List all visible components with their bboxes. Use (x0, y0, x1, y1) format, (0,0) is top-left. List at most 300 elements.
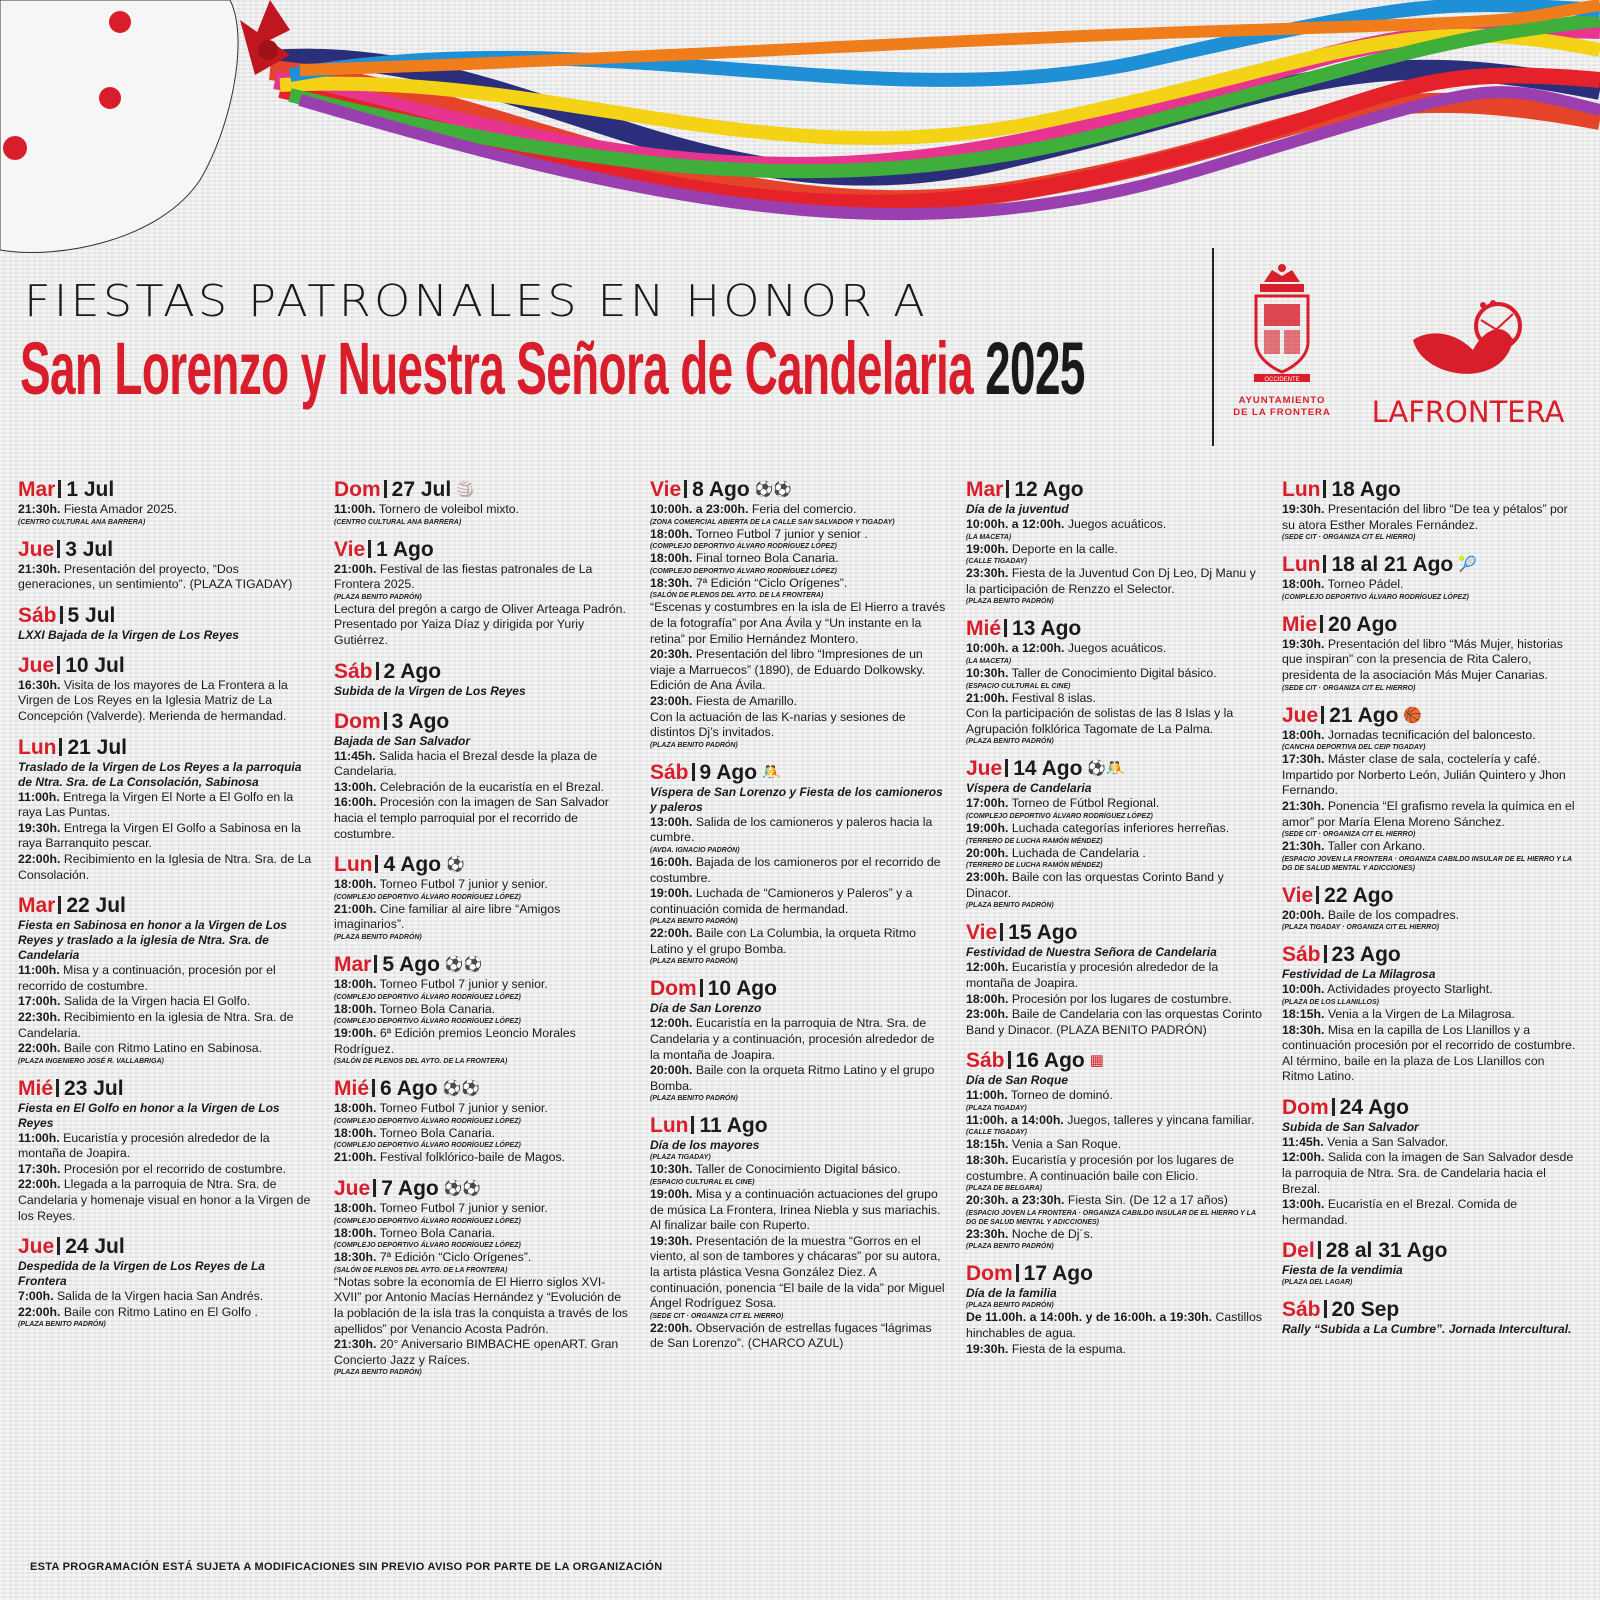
heading-separator (1323, 480, 1326, 498)
date-label: 7 Ago (381, 1177, 439, 1201)
heading-separator (1332, 1098, 1335, 1116)
day-subtitle: Rally “Subida a La Cumbre”. Jornada Intercultural. (1282, 1322, 1572, 1337)
event-time: 10:00h. (1282, 982, 1325, 997)
event-description: Juegos acuáticos. (1067, 517, 1167, 531)
event-location: (TERRERO DE LUCHA RAMÓN MÉNDEZ) (966, 837, 1103, 845)
event-item (650, 710, 946, 741)
event-time: 13:00h. (1282, 1197, 1325, 1212)
event-time: 19:30h. (1282, 502, 1325, 516)
weekday-label: Sáb (1282, 1298, 1321, 1322)
date-label: 6 Ago (380, 1077, 438, 1101)
event-location: (PLAZA DE LOS LLANILLOS) (1282, 998, 1379, 1006)
day-heading (18, 538, 314, 562)
event-item (966, 1007, 1262, 1038)
footer-disclaimer: ESTA PROGRAMACIÓN ESTÁ SUJETA A MODIFICACIONES SIN PREVIO AVISO POR PARTE DE LA ORGANIZACIÓN (30, 1561, 663, 1573)
event-description: Recibimiento en la Iglesia de Ntra. Sra. de La Consolación. (18, 851, 312, 882)
event-location: (PLAZA DE BELGARA) (966, 1185, 1042, 1193)
weekday-label: Sáb (1282, 943, 1321, 967)
date-label: 22 Jul (66, 894, 126, 918)
event-item (334, 502, 630, 518)
event-item (966, 1342, 1262, 1358)
event-location: (PLAZA BENITO PADRÓN) (966, 1243, 1054, 1251)
event-location: (COMPLEJO DEPORTIVO ÁLVARO RODRÍGUEZ LÓPEZ) (650, 543, 837, 551)
heading-separator (1006, 480, 1009, 498)
event-location: (SALÓN DE PLENOS DEL AYTO. DE LA FRONTERA) (334, 1058, 508, 1066)
weekday-label: Jue (334, 1177, 371, 1201)
event-time: 11:45h. (334, 748, 376, 763)
date-label: 17 Ago (1023, 1262, 1093, 1286)
event-time: 18:00h. (334, 1125, 377, 1140)
day-heading (966, 921, 1262, 945)
weekday-label: Mié (18, 1076, 54, 1100)
day-subtitle: Fiesta de la vendimia (1282, 1263, 1403, 1278)
weekday-label: Jue (18, 1235, 55, 1259)
event-time: 11:00h. (18, 963, 60, 978)
program-column (966, 478, 1262, 1368)
event-item (650, 1162, 946, 1178)
event-time: 13:00h. (650, 814, 693, 829)
bow-decoration (0, 0, 300, 270)
event-description: Torneo Bola Canaria. (379, 1001, 496, 1016)
event-time: 16:00h. (650, 854, 693, 869)
weekday-label: Sáb (966, 1049, 1005, 1073)
event-item (1282, 839, 1578, 855)
day-block (18, 478, 314, 527)
weekday-label: Jue (966, 757, 1003, 781)
event-time: 18:00h. (1282, 727, 1325, 742)
event-time: 21:30h. (1282, 839, 1325, 854)
event-description: Juegos acuáticos. (1067, 641, 1167, 656)
event-description: Taller con Arkano. (1327, 839, 1426, 854)
header-title-line-1: FIESTAS PATRONALES EN HONOR A (24, 276, 928, 327)
event-item (18, 790, 314, 821)
event-item (18, 678, 314, 725)
event-location: (CENTRO CULTURAL ANA BARRERA) (18, 518, 146, 526)
event-item (334, 877, 630, 893)
day-heading (650, 478, 946, 502)
heading-separator (368, 540, 371, 558)
event-description: Festival 8 islas. (1011, 690, 1096, 705)
day-heading (1282, 943, 1578, 967)
event-item (650, 1016, 946, 1063)
header-title-main: San Lorenzo y Nuestra Señora de Candelaria (20, 327, 974, 410)
event-time: 10:00h. a 12:00h. (966, 517, 1065, 531)
heading-separator (60, 606, 63, 624)
event-item (334, 562, 630, 593)
event-description: Juegos, talleres y yincana familiar. (1067, 1112, 1255, 1127)
day-block (1282, 613, 1578, 693)
event-location: (PLAZA BENITO PADRÓN) (650, 1095, 738, 1103)
day-subtitle: Subida de San Salvador (1282, 1119, 1419, 1134)
event-location: (ESPACIO CULTURAL EL CINE) (966, 682, 1071, 690)
heading-separator (1000, 923, 1003, 941)
event-description: Luchada categorías inferiores herreñas. (1011, 820, 1230, 835)
heading-separator (57, 540, 60, 558)
weekday-label: Vie (1282, 883, 1314, 907)
event-description: Torneo Pádel. (1327, 577, 1404, 592)
date-label: 23 Ago (1331, 943, 1401, 967)
event-item (1282, 799, 1578, 830)
sport-icon: ⚽⚽ (443, 1180, 482, 1198)
day-block (650, 761, 946, 967)
event-location: (AVDA. IGNACIO PADRÓN) (650, 846, 740, 854)
event-item (18, 963, 314, 994)
event-item (1282, 982, 1578, 998)
day-heading (18, 1077, 314, 1101)
event-time: 23:30h. (966, 566, 1009, 581)
weekday-label: Mar (18, 894, 56, 918)
weekday-label: Lun (650, 1114, 689, 1138)
weekday-label: Vie (334, 537, 366, 561)
event-time: 17:30h. (18, 1161, 61, 1176)
weekday-label: Vie (650, 478, 682, 501)
event-location: (ESPACIO CULTURAL EL CINE) (650, 1179, 755, 1187)
event-description: Con la actuación de las K-narias y sesiones de distintos Dj’s invitados. (650, 709, 906, 740)
event-location: (PLAZA BENITO PADRÓN) (966, 738, 1054, 746)
event-item (650, 576, 946, 592)
sport-icon: ▦ (1089, 1052, 1104, 1070)
day-block (334, 660, 630, 699)
event-description: Baile con Ritmo Latino en El Golfo . (63, 1304, 258, 1319)
heading-separator (1320, 615, 1323, 633)
event-item (1282, 1150, 1578, 1197)
event-description: 6ª Edición premios Leoncio Morales Rodríguez. (334, 1026, 576, 1056)
day-subtitle: LXXI Bajada de la Virgen de Los Reyes (18, 627, 239, 642)
weekday-label: Lun (18, 735, 57, 759)
event-item (966, 666, 1262, 682)
date-label: 14 Ago (1013, 757, 1083, 781)
event-item (966, 517, 1262, 533)
day-subtitle: Día de la familia (966, 1286, 1057, 1301)
event-time: 19:00h. (966, 820, 1009, 835)
event-time: 19:00h. (334, 1026, 377, 1041)
day-heading (650, 1114, 946, 1138)
event-item (966, 846, 1262, 862)
day-block (1282, 884, 1578, 933)
event-description: Salida de los camioneros y paleros hacia la cumbre. (650, 814, 933, 845)
event-item (966, 1137, 1262, 1153)
event-description: Feria del comercio. (751, 502, 857, 516)
day-block (966, 1049, 1262, 1251)
event-description: Eucaristía en el Brezal. Comida de hermandad. (1282, 1197, 1518, 1227)
event-location: (COMPLEJO DEPORTIVO ÁLVARO RODRÍGUEZ LÓPEZ) (334, 1117, 521, 1125)
day-block (1282, 478, 1578, 542)
day-block (966, 1262, 1262, 1357)
weekday-label: Jue (1282, 703, 1319, 727)
heading-separator (1318, 1241, 1321, 1259)
event-time: 18:00h. (334, 1101, 377, 1116)
event-item (18, 1041, 314, 1057)
event-location: (COMPLEJO DEPORTIVO ÁLVARO RODRÍGUEZ LÓPEZ) (334, 1242, 521, 1250)
day-heading (1282, 704, 1578, 728)
event-description: Recibimiento en la iglesia de Ntra. Sra. de Candelaria. (18, 1009, 294, 1040)
date-label: 10 Ago (707, 977, 777, 1001)
event-item (966, 706, 1262, 737)
day-block (1282, 553, 1578, 602)
event-location: (PLAZA BENITO PADRÓN) (18, 1321, 106, 1329)
day-block (334, 538, 630, 649)
event-item (966, 641, 1262, 657)
date-label: 8 Ago (692, 478, 750, 501)
day-heading (1282, 1096, 1578, 1120)
event-item (334, 795, 630, 842)
day-block (18, 538, 314, 593)
event-description: Visita de los mayores de La Frontera a la Virgen de Los Reyes en la Iglesia Matriz de La Concepción (Valverde). Merienda de hermandad. (18, 677, 288, 723)
day-heading (334, 1077, 630, 1101)
heading-separator (376, 662, 379, 680)
event-item (966, 1193, 1262, 1209)
event-location: (CENTRO CULTURAL ANA BARRERA) (334, 518, 462, 526)
event-item (966, 1153, 1262, 1184)
event-time: 19:30h. (966, 1341, 1009, 1356)
date-label: 3 Ago (391, 709, 450, 733)
program-column (18, 478, 314, 1340)
crest-caption: AYUNTAMIENTO DE LA FRONTERA (1233, 395, 1331, 418)
date-label: 18 Ago (1331, 478, 1401, 501)
day-block (18, 1235, 314, 1329)
lafrontera-logo-icon (1393, 300, 1543, 390)
event-item (18, 1010, 314, 1041)
event-location: (PLAZA BENITO PADRÓN) (650, 741, 738, 749)
sport-icon: 🏐 (456, 481, 475, 498)
day-block (334, 1177, 630, 1377)
date-label: 1 Jul (66, 478, 115, 501)
weekday-label: Lun (1282, 553, 1321, 577)
event-location: (CANCHA DEPORTIVA DEL CEIP TIGADAY) (1282, 744, 1426, 752)
event-time: 10:30h. (650, 1162, 693, 1177)
event-description: Noche de Dj´s. (1011, 1226, 1094, 1241)
day-heading (334, 660, 630, 684)
date-label: 24 Jul (65, 1235, 125, 1259)
event-item (1282, 1197, 1578, 1228)
day-block (1282, 1239, 1578, 1287)
event-description: Observación de estrellas fugaces “lágrimas de San Lorenzo”. (CHARCO AZUL) (650, 1320, 932, 1351)
event-item (966, 1310, 1262, 1341)
event-description: Torneo Futbol 7 junior y senior. (379, 976, 548, 991)
heading-separator (684, 480, 687, 498)
event-description: Máster clase de sala, coctelería y café. Impartido por Norberto León, Julián Quintero y Jhon Fernando. (1282, 752, 1566, 798)
event-item (334, 1250, 630, 1266)
day-block (650, 977, 946, 1103)
event-location: (PLAZA TIGADAY · ORGANIZA CIT EL HIERRO) (1282, 924, 1439, 932)
event-description: Lectura del pregón a cargo de Oliver Arteaga Padrón. Presentado por Yaiza Díaz y dirigida por Yuriy Gutiérrez. (334, 601, 626, 647)
day-heading (334, 953, 630, 977)
event-location: (PLAZA BENITO PADRÓN) (334, 1369, 422, 1377)
event-time: 22:00h. (650, 926, 693, 941)
event-item (334, 1275, 630, 1337)
day-subtitle: Víspera de Candelaria (966, 781, 1092, 796)
event-description: Salida hacia el Brezal desde la plaza de Candelaria. (334, 748, 598, 779)
event-time: 22:00h. (18, 1041, 61, 1056)
event-item (334, 1337, 630, 1368)
event-description: Procesión con la imagen de San Salvador hacia el templo parroquial por el recorrido de costumbre. (334, 795, 609, 841)
event-item (966, 542, 1262, 558)
date-label: 4 Ago (383, 853, 442, 877)
heading-separator (56, 1079, 59, 1097)
event-item (650, 527, 946, 543)
day-heading (966, 1262, 1262, 1286)
event-time: 20:00h. (1282, 907, 1325, 922)
event-item (334, 1026, 630, 1057)
heading-separator (1321, 706, 1324, 724)
date-label: 24 Ago (1339, 1095, 1409, 1119)
event-item (1282, 577, 1578, 593)
coat-of-arms-icon (1242, 262, 1322, 390)
event-item (650, 600, 946, 647)
event-time: 18:30h. (334, 1250, 377, 1265)
event-description: Venia a San Roque. (1011, 1137, 1122, 1152)
date-label: 12 Ago (1014, 478, 1084, 501)
event-item (650, 1234, 946, 1312)
event-time: 12:00h. (650, 1016, 693, 1031)
sport-icon: 🤼 (762, 763, 781, 781)
event-time: 12:00h. (966, 960, 1009, 975)
event-item (966, 796, 1262, 812)
event-time: 18:00h. (650, 551, 693, 566)
event-description: Presentación del libro “Más Mujer, historias que inspiran” con la presencia de Rita Calero, presidenta de la asociación Más Mujer Canarias. (1282, 636, 1563, 682)
event-description: Eucaristía y procesión por los lugares de costumbre. A continuación baile con Elicio. (966, 1153, 1234, 1183)
heading-separator (375, 855, 378, 873)
date-label: 10 Jul (65, 653, 125, 677)
day-block (334, 1077, 630, 1166)
day-heading (1282, 613, 1578, 637)
weekday-label: Del (1282, 1239, 1315, 1263)
event-description: Fiesta de Amarillo. (695, 693, 797, 708)
sport-icon: ⚽🤼 (1087, 760, 1125, 778)
event-item (650, 855, 946, 886)
event-time: 18:15h. (966, 1137, 1009, 1152)
event-description: Baile con las orquestas Corinto Band y Dinacor. (966, 870, 1224, 900)
header-divider (1212, 248, 1214, 446)
event-description: Cine familiar al aire libre “Amigos imaginarios”. (334, 901, 561, 932)
event-description: Salida de la Virgen hacia San Andrés. (56, 1289, 264, 1304)
date-label: 18 al 21 Ago (1331, 553, 1454, 577)
event-description: Torneo de Fútbol Regional. (1011, 796, 1160, 811)
event-location: (PLAZA TIGADAY) (966, 1104, 1027, 1112)
day-heading (18, 604, 314, 628)
event-description: Con la participación de solistas de las 8 Islas y la Agrupación folklórica Tagomate de La Palma. (966, 706, 1234, 736)
event-description: Taller de Conocimiento Digital básico. (1011, 665, 1217, 680)
day-heading (966, 478, 1262, 502)
heading-separator (1016, 1264, 1019, 1282)
event-item (650, 926, 946, 957)
day-block (334, 953, 630, 1066)
event-time: 22:00h. (18, 851, 61, 866)
event-description: Misa y a continuación, procesión por el recorrido de costumbre. (18, 963, 276, 993)
event-description: Presentación del proyecto, “Dos generaciones, un sentimiento”. (PLAZA TIGADAY) (18, 561, 293, 592)
event-time: 18:15h. (1282, 1006, 1325, 1021)
event-time: 17:00h. (966, 796, 1009, 811)
event-description: Torneo Futbol 7 junior y senior. (379, 1201, 548, 1216)
event-location: (SALÓN DE PLENOS DEL AYTO. DE LA FRONTERA) (334, 1266, 508, 1274)
event-location: (CALLE TIGADAY) (966, 1129, 1027, 1137)
weekday-label: Mié (966, 617, 1002, 641)
event-location: (ESPACIO JOVEN LA FRONTERA · ORGANIZA CABILDO INSULAR DE EL HIERRO Y LA DG DE SALUD MENTAL Y ADICCIONES) (1282, 855, 1572, 872)
heading-separator (373, 1179, 376, 1197)
event-time: 20:00h. (650, 1063, 693, 1078)
date-label: 28 al 31 Ago (1325, 1239, 1448, 1263)
event-time: 20:30h. (650, 647, 693, 662)
day-block (650, 1114, 946, 1352)
event-time: 19:30h. (18, 820, 61, 835)
event-time: 11:00h. (18, 1130, 60, 1145)
event-time: 18:00h. (1282, 577, 1325, 592)
event-time: 19:30h. (650, 1233, 693, 1248)
event-item (650, 1187, 946, 1234)
event-description: Eucaristía y procesión alrededor de la montaña de Joapira. (18, 1130, 270, 1161)
date-label: 5 Ago (382, 952, 440, 976)
date-label: 3 Jul (65, 537, 114, 561)
event-time: 22:00h. (18, 1177, 61, 1192)
event-item (1282, 908, 1578, 924)
day-block (1282, 1298, 1578, 1337)
weekday-label: Jue (18, 653, 55, 677)
event-item (650, 694, 946, 710)
event-time: 10:00h. a 12:00h. (966, 641, 1065, 656)
day-heading (966, 757, 1262, 781)
event-time: 17:30h. (1282, 752, 1325, 767)
day-heading (18, 894, 314, 918)
heading-separator (1323, 555, 1326, 573)
event-time: 18:00h. (334, 1225, 377, 1240)
day-subtitle: Bajada de San Salvador (334, 733, 471, 748)
event-description: Torneo Futbol 7 junior y senior . (695, 526, 868, 541)
event-time: 21:00h. (334, 561, 377, 576)
heading-separator (1005, 759, 1008, 777)
event-description: “Notas sobre la economía de El Hierro siglos XVI-XVII” por Antonio Macías Hernández y “Evolución de la población de la isla tras la conquista a través de los apellidos” por Venancio Acosta Padrón. (334, 1274, 628, 1336)
event-item (18, 1177, 314, 1224)
day-block (966, 921, 1262, 1038)
event-item (18, 502, 314, 518)
event-location: (SEDE CIT · ORGANIZA CIT EL HIERRO) (1282, 831, 1416, 839)
event-location: (COMPLEJO DEPORTIVO ÁLVARO RODRÍGUEZ LÓPEZ) (650, 567, 837, 575)
event-description: Venia a San Salvador. (1327, 1134, 1449, 1149)
event-time: 23:00h. (966, 870, 1009, 885)
event-item (650, 815, 946, 846)
event-location: (COMPLEJO DEPORTIVO ÁLVARO RODRÍGUEZ LÓPEZ) (334, 993, 521, 1001)
weekday-label: Dom (650, 977, 697, 1001)
program-column (1282, 478, 1578, 1348)
event-description: Misa en la capilla de Los Llanillos y a continuación procesión por el recorrido de costumbre. Al término, baile en la plaza de Los Llanillos con Ritmo Latino. (1282, 1022, 1576, 1084)
weekday-label: Sáb (650, 760, 689, 784)
sport-icon: 🏀 (1403, 706, 1423, 724)
event-time: 19:00h. (966, 541, 1009, 556)
event-time: 18:30h. (650, 575, 693, 590)
event-location: (PLAZA BENITO PADRÓN) (966, 598, 1054, 606)
event-description: Salida con la imagen de San Salvador desde la parroquia de Ntra. Sra. de Candelaria hacia el Brezal. (1282, 1150, 1574, 1196)
program-column (650, 478, 946, 1363)
event-description: 7ª Edición “Ciclo Orígenes”. (379, 1250, 532, 1265)
day-heading (334, 710, 630, 734)
event-description: Deporte en la calle. (1011, 541, 1118, 556)
weekday-label: Mie (1282, 612, 1318, 636)
day-subtitle: Festividad de Nuestra Señora de Candelaria (966, 945, 1217, 960)
day-subtitle: Festividad de La Milagrosa (1282, 967, 1436, 982)
event-item (18, 1162, 314, 1178)
weekday-label: Lun (1282, 478, 1321, 501)
event-time: 11:00h. (334, 502, 376, 516)
event-item (18, 562, 314, 593)
date-label: 16 Ago (1015, 1049, 1085, 1073)
event-time: 13:00h. (334, 779, 377, 794)
event-time: 21:30h. (18, 561, 61, 576)
event-item (966, 992, 1262, 1008)
day-heading (966, 1049, 1262, 1073)
header-title-line-2 (20, 326, 1085, 411)
event-location: (PLAZA BENITO PADRÓN) (334, 593, 422, 601)
event-location: (COMPLEJO DEPORTIVO ÁLVARO RODRÍGUEZ LÓPEZ) (1282, 593, 1469, 601)
event-location: (LA MACETA) (966, 657, 1012, 665)
